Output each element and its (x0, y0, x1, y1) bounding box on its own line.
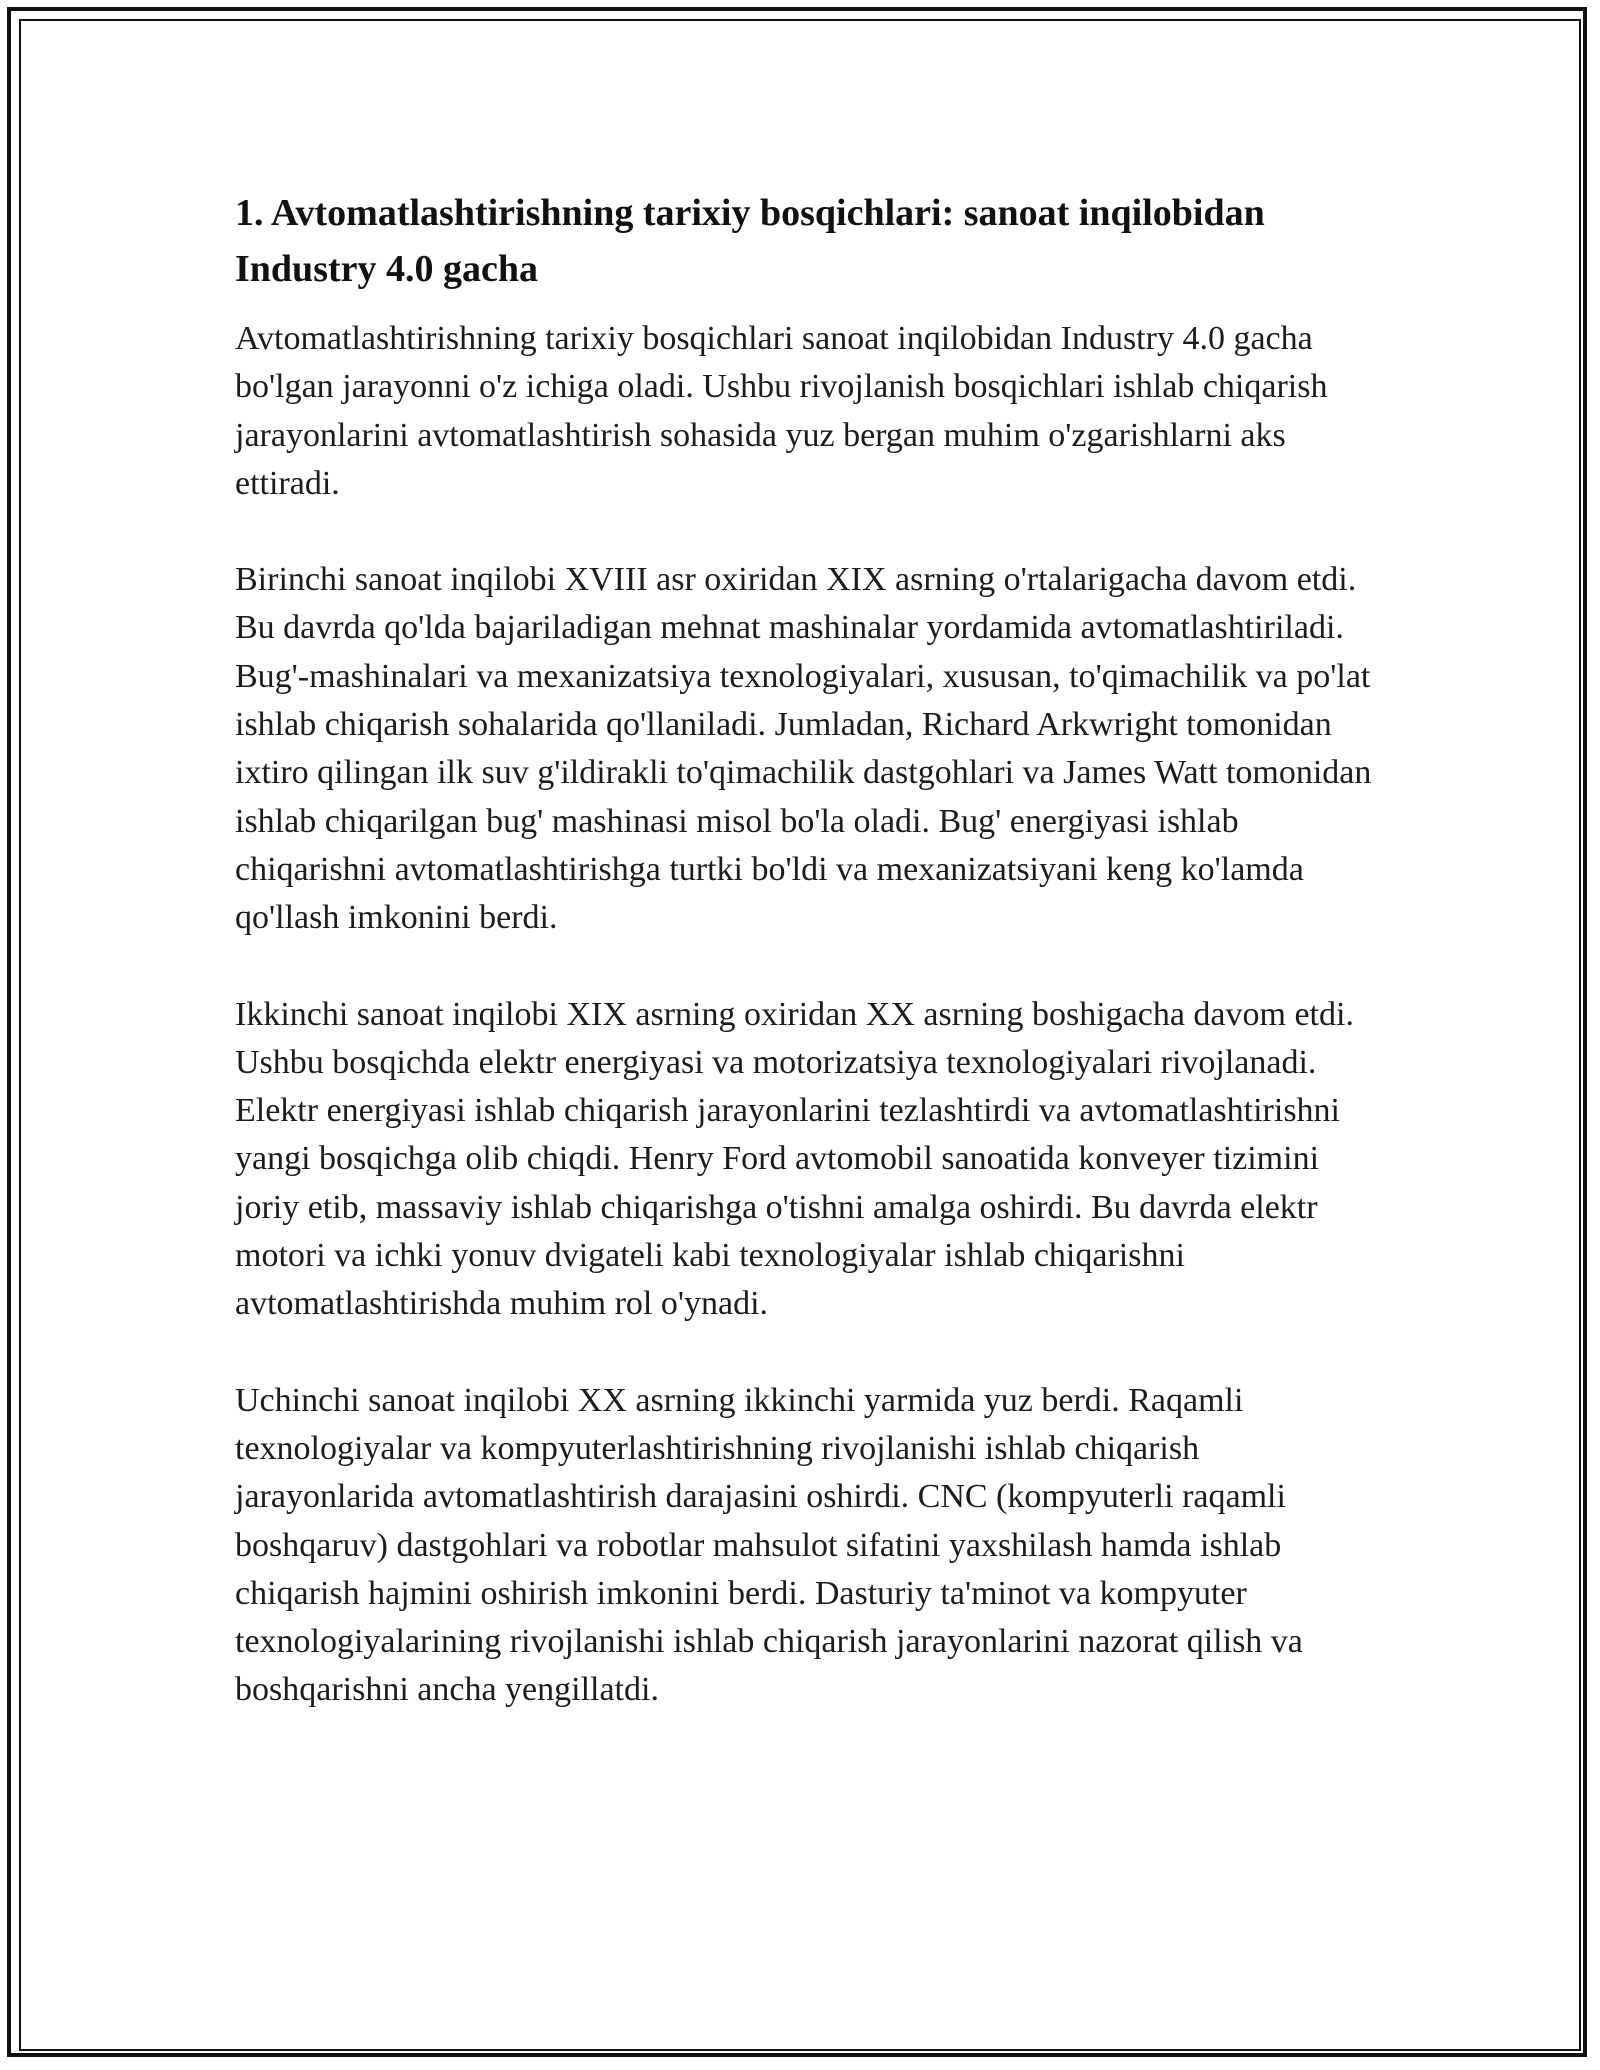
paragraph-second-revolution: Ikkinchi sanoat inqilobi XIX asrning oxiridan XX asrning boshigacha davom etdi. Ushbu bosqichda elektr energiyasi va motorizatsiya texnologiyalari rivojlanadi. Elektr energiyasi ishlab chiqarish jarayonlarini tezlashtirdi va avtomatlashtirishni yangi bosqichga olib chiqdi. Henry Ford avtomobil sanoatida konveyer tizimini joriy etib, massaviy ishlab chiqarishga o'tishni amalga oshirdi. Bu davrda elektr motori va ichki yonuv dvigateli kabi texnologiyalar ishlab chiqarishni avtomatlashtirishda muhim rol o'ynadi. (235, 995, 1354, 1323)
document-body (235, 185, 1375, 1763)
paragraph-third-revolution: Uchinchi sanoat inqilobi XX asrning ikkinchi yarmida yuz berdi. Raqamli texnologiyalar va kompyuterlashtirishning rivojlanishi ishlab chiqarish jarayonlarida avtomatlashtirish darajasini oshirdi. CNC (kompyuterli raqamli boshqaruv) dastgohlari va robotlar mahsulot sifatini yaxshilash hamda ishlab chiqarish hajmini oshirish imkonini berdi. Dasturiy ta'minot va kompyuter texnologiyalarining rivojlanishi ishlab chiqarish jarayonlarini nazorat qilish va boshqarishni ancha yengillatdi. (235, 1381, 1303, 1709)
section-heading: 1. Avtomatlashtirishning tarixiy bosqichlari: sanoat inqilobidan Industry 4.0 gacha (235, 192, 1265, 290)
paragraph-intro: Avtomatlashtirishning tarixiy bosqichlari sanoat inqilobidan Industry 4.0 gacha bo'lgan jarayonni o'z ichiga oladi. Ushbu rivojlanish bosqichlari ishlab chiqarish jarayonlarini avtomatlashtirish sohasida yuz bergan muhim o'zgarishlarni aks ettiradi. (235, 320, 1328, 502)
paragraph-first-revolution: Birinchi sanoat inqilobi XVIII asr oxiridan XIX asrning o'rtalarigacha davom etdi. Bu davrda qo'lda bajariladigan mehnat mashinalar yordamida avtomatlashtiriladi. Bug'-mashinalari va mexanizatsiya texnologiyalari, xususan, to'qimachilik va po'lat ishlab chiqarish sohalarida qo'llaniladi. Jumladan, Richard Arkwright tomonidan ixtiro qilingan ilk suv g'ildirakli to'qimachilik dastgohlari va James Watt tomonidan ishlab chiqarilgan bug' mashinasi misol bo'la oladi. Bug' energiyasi ishlab chiqarishni avtomatlashtirishga turtki bo'ldi va mexanizatsiyani keng ko'lamda qo'llash imkonini berdi. (235, 561, 1372, 937)
